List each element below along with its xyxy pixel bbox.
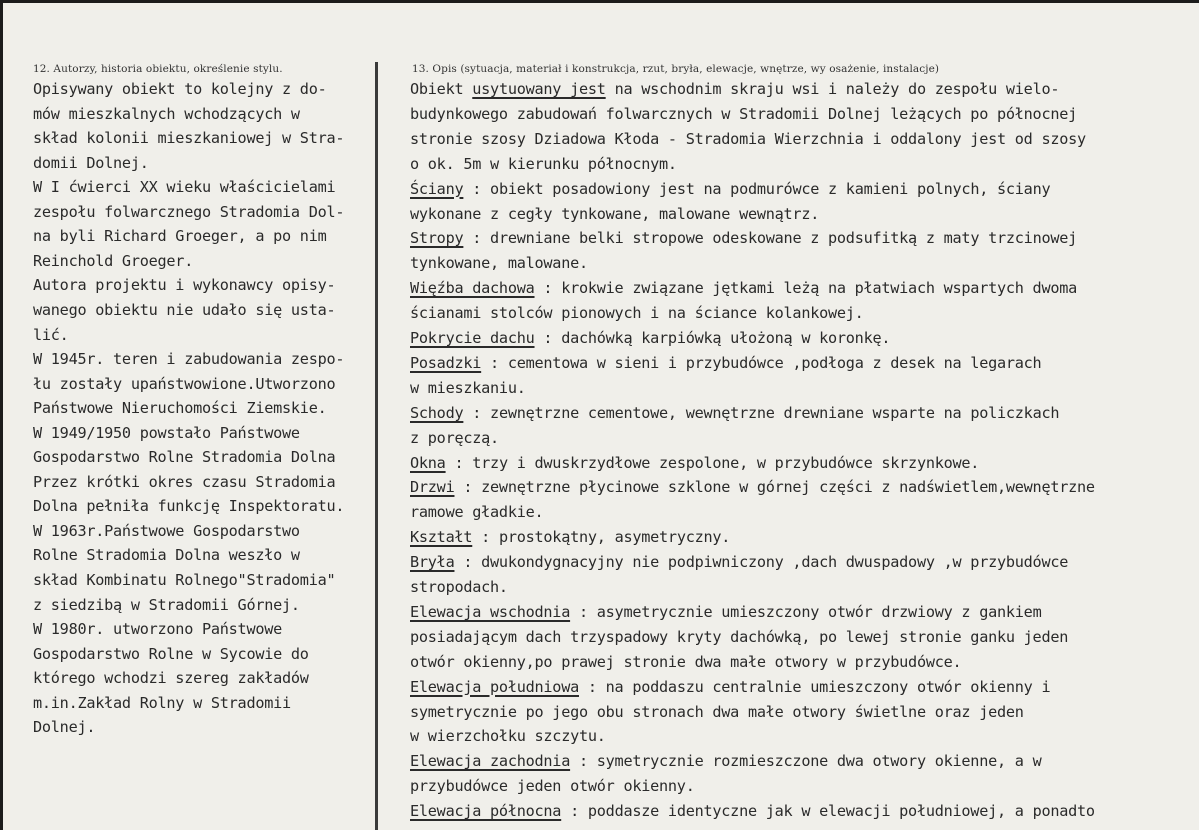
section-term-underlined: Drzwi [410,478,455,497]
history-text-line: lić. [33,325,69,344]
description-text-line [410,703,1024,721]
description-line-text: : zewnętrzne cementowe, wewnętrzne drewniane wsparte na policzkach [463,403,1060,422]
description-line-text: posiadającym dach trzyspadowy kryty dachówką, po lewej stronie ganku jeden [410,627,1069,646]
description-line-text: : zewnętrzne płycinowe szklone w górnej części z nadświetlem,wewnętrzne [454,478,1095,497]
history-text-line: m.in.Zakład Rolny w Stradomii [33,693,291,712]
left-border-line [0,0,3,830]
history-text-line: Dolnej. [33,718,96,737]
history-text-line: Przez krótki okres czasu Stradomia [33,472,336,491]
description-line-text: stropodach. [410,578,508,596]
history-text-line: Dolna pełniła funkcję Inspektoratu. [33,497,345,516]
history-text-line: Gospodarstwo Rolne w Sycowie do [33,644,309,663]
description-text-line [410,578,508,596]
description-text-line [410,304,864,322]
section-term-underlined: Schody [410,403,464,422]
section-term-underlined: Elewacja zachodnia [410,752,571,771]
description-line-text: : obiekt posadowiony jest na podmurówce z kamieni polnych, ściany [463,179,1051,198]
history-text-line: skład Kombinatu Rolnego"Stradomia" [33,571,336,589]
description-line-text: : drewniane belki stropowe odeskowane z podsufitką z maty trzcinowej [463,229,1078,248]
description-line-text: : cementowa w sieni i przybudówce ,podłoga z desek na legarach [481,353,1042,372]
description-text-line [410,155,677,173]
description-line-text: : na poddaszu centralnie umieszczony otwór okienny i [578,677,1051,696]
section-term-underlined: Więźba dachowa [410,279,535,298]
description-text-line [410,429,499,447]
history-text-line: Opisywany obiekt to kolejny z do- [33,80,327,98]
description-line-text: : trzy i dwuskrzydłowe zespolone, w przybudówce skrzynkowe. [445,453,980,472]
description-text-line [410,205,819,223]
description-text-line [410,329,890,347]
history-text-line: mów mieszkalnych wchodzących w [33,104,300,123]
description-line-text: tynkowane, malowane. [410,254,588,273]
description-line-text: przybudówce jeden otwór okienny. [410,777,695,796]
section-term-underlined: Posadzki [410,353,482,372]
description-line-text: : prostokątny, asymetryczny. [472,528,731,547]
history-text-line: skład kolonii mieszkaniowej w Stra- [33,129,345,148]
section-term-underlined: Pokrycie dachu [410,329,535,347]
history-text-line: Autora projektu i wykonawcy opisy- [33,276,336,295]
description-text-line [410,80,1059,98]
column-divider [375,62,378,830]
description-line-text: z poręczą. [410,428,499,447]
description-line-text: w wierzchołku szczytu. [410,727,606,746]
description-line-text: w mieszkaniu. [410,378,526,397]
description-line-text: : dachówką karpiówką ułożoną w koronkę. [534,329,891,347]
description-text-line [410,454,979,472]
history-text-line: którego wchodzi szereg zakładów [33,669,309,688]
history-text-line: na byli Richard Groeger, a po nim [33,227,327,246]
description-line-text: ramowe gładkie. [410,503,544,522]
section-term-underlined: Bryła [410,553,455,572]
description-text-line [410,254,588,272]
description-text-line [410,503,543,521]
description-text-line [410,404,1059,422]
history-text-line: łu zostały upaństwowione.Utworzono [33,374,336,393]
section-term-underlined: Elewacja północna [410,802,562,821]
description-text-line [410,229,1077,247]
description-text-line [410,105,1077,123]
description-text-line [410,379,526,397]
section-term-underlined: Kształt [410,528,473,547]
section-term-underlined: Elewacja południowa [410,677,579,696]
description-text-line [410,653,961,671]
description-line-text: budynkowego zabudowań folwarcznych w Stradomii Dolnej leżących po północnej [410,104,1078,123]
history-text-line: W I ćwierci XX wieku właścicielami [33,178,336,197]
description-line-text: : poddasze identyczne jak w elewacji południowej, a ponadto [561,802,1095,821]
description-text-line [410,130,1086,148]
history-text-line: Gospodarstwo Rolne Stradomia Dolna [33,448,336,467]
description-line-text: : dwukondygnacyjny nie podpiwniczony ,dach dwuspadowy ,w przybudówce [454,553,1069,572]
description-text-line [410,180,1050,198]
description-text-line [410,777,695,795]
section-term-underlined: Okna [410,453,446,472]
description-text-line [410,727,606,745]
description-text-line [410,752,1041,770]
description-text-line [410,802,1095,820]
history-text-line: zespołu folwarcznego Stradomia Dol- [33,202,345,221]
description-text-line [410,354,1041,372]
history-text-line: Państwowe Nieruchomości Ziemskie. [33,399,327,418]
description-text-line [410,603,1041,621]
description-line-text: otwór okienny,po prawej stronie dwa małe otwory w przybudówce. [410,652,962,671]
section-13-header: 13. Opis (sytuacja, materiał i konstrukcja, rzut, bryła, elewacje, wnętrze, wy osażenie, instalacje) [412,63,940,75]
section-term-underlined: Stropy [410,229,464,248]
description-text-line [410,279,1077,297]
underlined-term: usytuowany jest [472,80,606,98]
description-line-text: : asymetrycznie umieszczony otwór drzwiowy z gankiem [570,602,1042,621]
history-text-line: W 1949/1950 powstało Państwowe [33,423,300,442]
description-line-text: : symetrycznie rozmieszczone dwa otwory okienne, a w [570,752,1042,771]
history-text-line: W 1980r. utworzono Państwowe [33,620,283,639]
description-text-line [410,528,730,546]
description-line-text: stronie szosy Dziadowa Kłoda - Stradomia Wierzchnia i oddalony jest od szosy [410,129,1086,148]
description-text-line [410,628,1068,646]
description-text-line [410,553,1068,571]
description-text-line [410,678,1050,696]
section-term-underlined: Ściany [410,179,464,198]
description-line-text: : krokwie związane jętkami leżą na płatwiach wspartych dwoma [534,279,1078,298]
history-text-line: wanego obiektu nie udało się usta- [33,300,336,319]
history-text-line: z siedzibą w Stradomii Górnej. [33,595,300,614]
description-line-text: o ok. 5m w kierunku północnym. [410,154,677,173]
description-line-text: symetrycznie po jego obu stronach dwa małe otwory świetlne oraz jeden [410,702,1024,721]
description-line-text: na wschodnim skraju wsi i należy do zespołu wielo- [605,80,1060,98]
description-line-text: wykonane z cegły tynkowane, malowane wewnątrz. [410,204,820,223]
history-text-line: domii Dolnej. [33,153,149,172]
section-term-underlined: Elewacja wschodnia [410,602,571,621]
history-text-line: Rolne Stradomia Dolna weszło w [33,546,300,565]
history-text-line: Reinchold Groeger. [33,251,194,270]
description-line-text: ścianami stolców pionowych i na ściance kolankowej. [410,304,864,323]
description-text-line [410,478,1095,496]
section-12-header: 12. Autorzy, historia obiektu, określenie stylu. [33,63,283,75]
history-text-line: W 1945r. teren i zabudowania zespo- [33,350,345,369]
description-line-prefix: Obiekt [410,80,473,98]
history-text-line: W 1963r.Państwowe Gospodarstwo [33,521,300,540]
top-border-line [0,0,1199,3]
